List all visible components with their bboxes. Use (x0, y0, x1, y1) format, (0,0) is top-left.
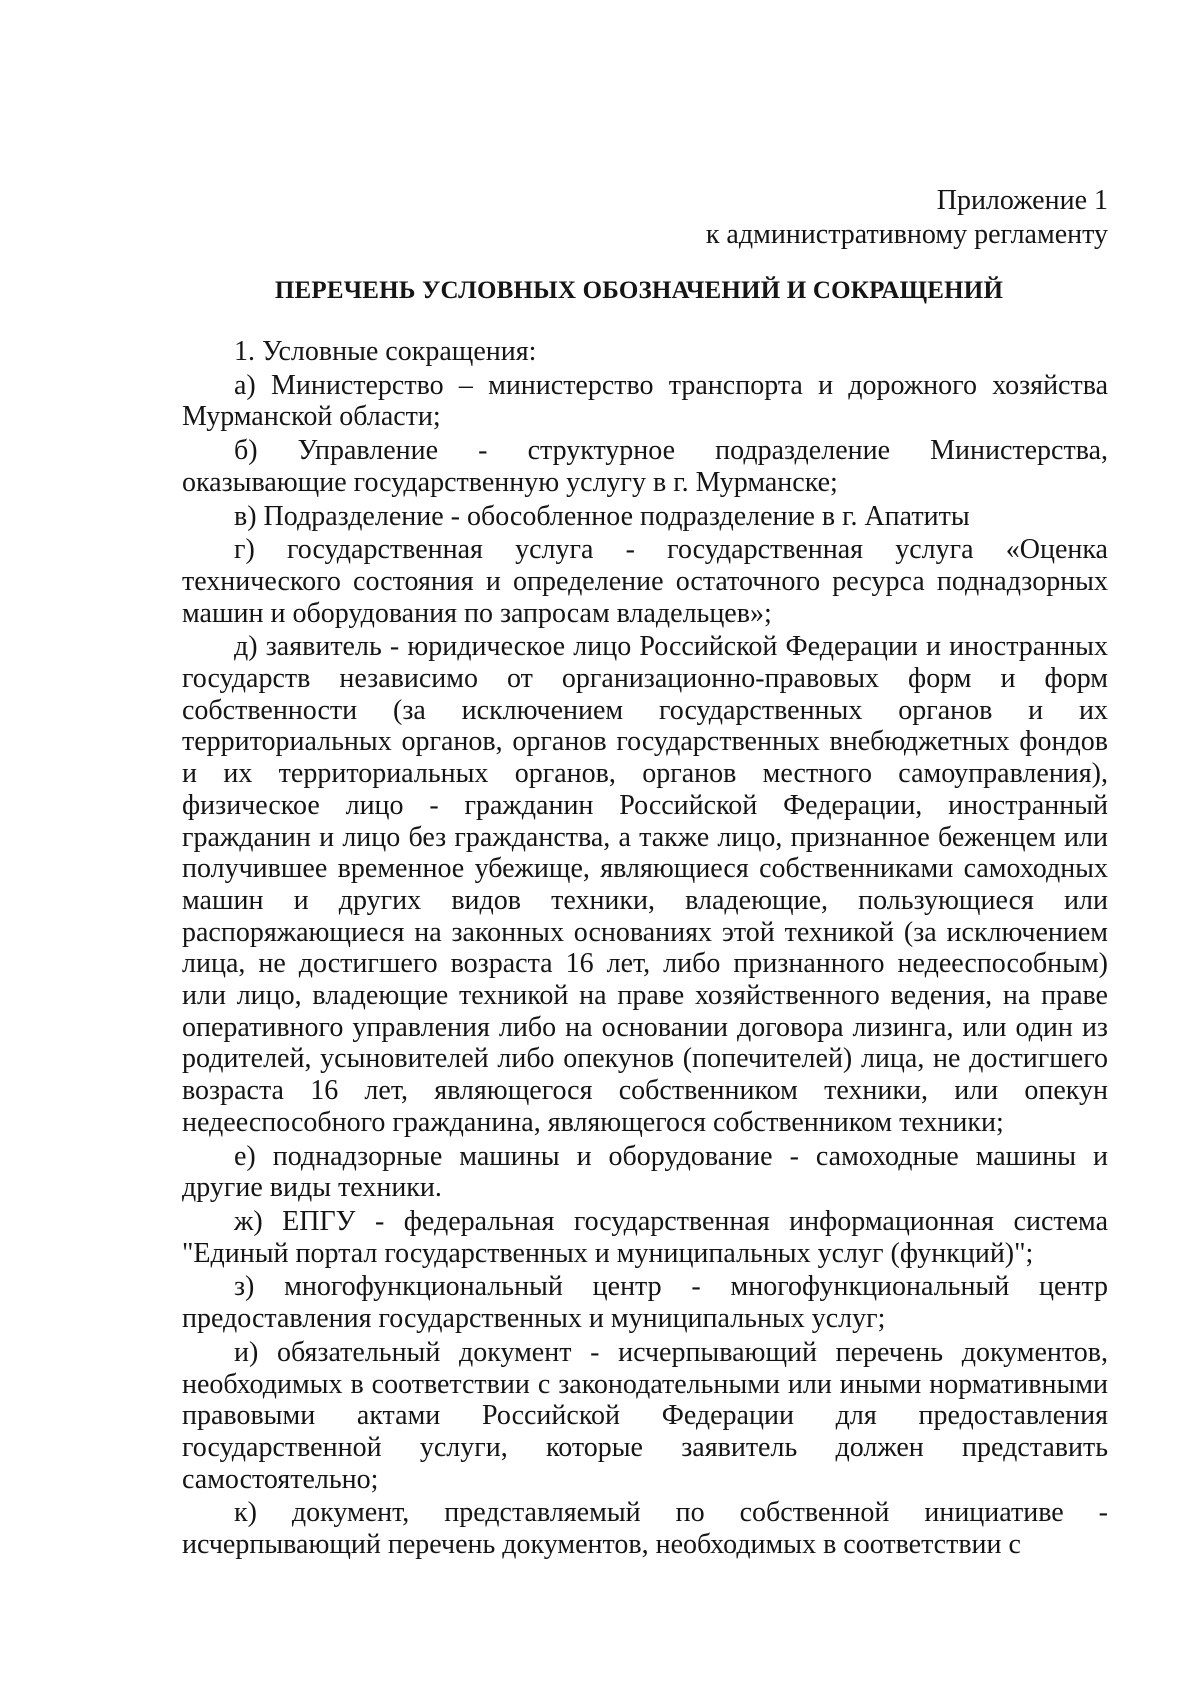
paragraph-zh-epgu: ж) ЕПГУ - федеральная государственная информационная система "Единый портал государственных и муниципальных услуг (функций)"; (182, 1205, 1108, 1269)
paragraph-a-ministry: а) Министерство – министерство транспорта и дорожного хозяйства Мурманской области; (182, 369, 1108, 433)
paragraph-v-subdivision: в) Подразделение - обособленное подразделение в г. Апатиты (234, 500, 970, 532)
paragraph-e-supervised-machines: е) поднадзорные машины и оборудование - самоходные машины и другие виды техники. (182, 1140, 1108, 1204)
paragraph-d-applicant: д) заявитель - юридическое лицо Российской Федерации и иностранных государств независимо от организационно-правовых форм и форм собственности (за исключением государственных органов и их территориальных органов, органов государственных внебюджетных фондов и их территориальных органов, органов местного самоуправления), физическое лицо - гражданин Российской Федерации, иностранный гражданин и лицо без гражданства, а также лицо, признанное беженцем или получившее временное убежище, являющиеся собственниками самоходных машин и других видов техники, владеющие, пользующиеся или распоряжающиеся на законных основаниях этой техникой (за исключением лица, не достигшего возраста 16 лет, либо признанного недееспособным) или лицо, владеющие техникой на праве хозяйственного ведения, на праве оперативного управления либо на основании договора лизинга, или один из родителей, усыновителей либо опекунов (попечителей) лица, не достигшего возраста 16 лет, являющегося собственником техники, или опекун недееспособного гражданина, являющегося собственником техники; (182, 631, 1108, 1138)
document-body (182, 336, 1108, 1561)
paragraph-k-own-initiative-document: к) документ, представляемый по собственной инициативе - исчерпывающий перечень документов, необходимых в соответствии с (182, 1497, 1108, 1561)
paragraph-conventions: 1. Условные сокращения: (234, 336, 537, 367)
document-title: ПЕРЕЧЕНЬ УСЛОВНЫХ ОБОЗНАЧЕНИЙ И СОКРАЩЕНИЙ (274, 277, 1004, 304)
paragraph-z-mfc: з) многофункциональный центр - многофункциональный центр предоставления государственных и муниципальных услуг; (182, 1271, 1108, 1335)
annex-number: Приложение 1 (936, 185, 1108, 216)
annex-reference: к административному регламенту (705, 219, 1108, 250)
paragraph-b-department: б) Управление - структурное подразделение Министерства, оказывающие государственную услугу в г. Мурманске; (182, 435, 1108, 498)
paragraph-i-mandatory-document: и) обязательный документ - исчерпывающий перечень документов, необходимых в соответствии с законодательными или иными нормативными правовыми актами Российской Федерации для предоставления государственной услуги, которые заявитель должен представить самостоятельно; (182, 1336, 1108, 1495)
annex-header (706, 184, 1108, 252)
paragraph-g-state-service: г) государственная услуга - государственная услуга «Оценка технического состояния и определение остаточного ресурса поднадзорных машин и оборудования по запросам владельцев»; (182, 534, 1108, 629)
